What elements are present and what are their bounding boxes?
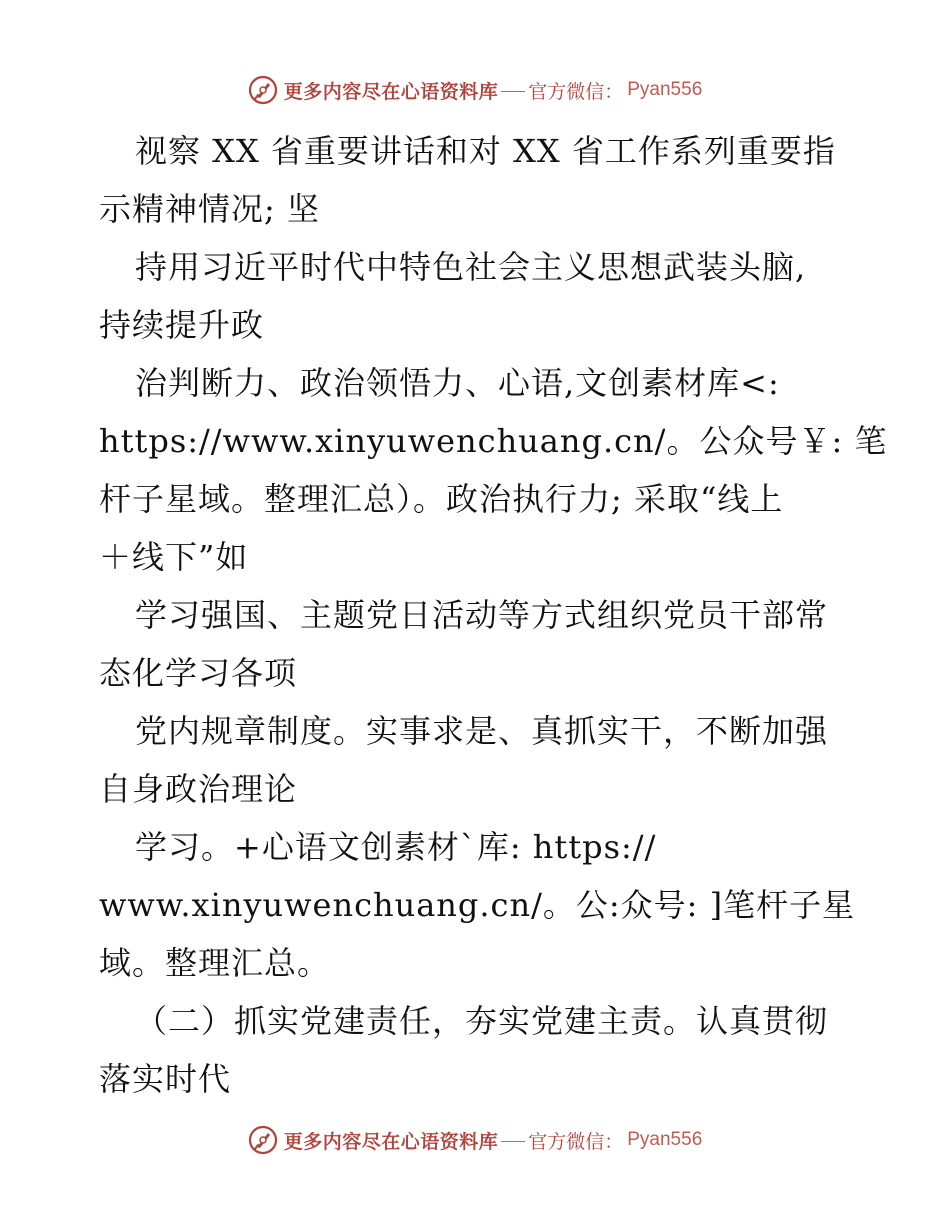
text-line: https://www.xinyuwenchuang.cn/。公众号￥: 笔 [99,422,888,460]
text-line: 示精神情况; 坚 [99,190,320,228]
text-line: 持续提升政 [99,306,265,344]
text-line: 落实时代 [99,1060,232,1098]
text-line: 视察 XX 省重要讲话和对 XX 省工作系列重要指 [135,132,836,170]
banner-dash [501,91,525,92]
text-line: 域。整理汇总。 [99,944,331,982]
quill-logo-icon [248,75,278,105]
header-watermark [0,70,950,110]
text-line: 党内规章制度。实事求是、真抓实干，不断加强 [135,712,829,750]
text-line: （二）抓实党建责任，夯实党建主责。认真贯彻 [135,1002,829,1040]
document-body [99,122,888,1108]
quill-logo-icon [248,1125,278,1155]
brand-text: 更多内容尽在心语资料库 [283,80,499,103]
text-line: 持用习近平时代中特色社会主义思想武装头脑, [135,248,807,286]
text-line: 学习强国、主题党日活动等方式组织党员干部常 [135,596,829,634]
text-line: 杆子星域。整理汇总）。政治执行力; 采取“线上 [99,480,784,518]
wechat-id: Pyan556 [627,1129,703,1150]
text-line: www.xinyuwenchuang.cn/。公:众号: ]笔杆子星 [99,886,856,924]
official-wechat-label: 官方微信： [528,1130,624,1153]
text-line: 态化学习各项 [99,654,298,692]
wechat-id: Pyan556 [627,79,703,100]
footer-watermark [0,1120,950,1160]
banner-dash [501,1141,525,1142]
official-wechat-label: 官方微信： [528,80,624,103]
text-line: 学习。+心语文创素材`库: https:// [135,828,657,866]
text-line: 自身政治理论 [99,770,298,808]
brand-text: 更多内容尽在心语资料库 [283,1130,499,1153]
text-line: ＋线下”如 [99,538,249,576]
text-line: 治判断力、政治领悟力、心语,文创素材库<: [135,364,780,402]
